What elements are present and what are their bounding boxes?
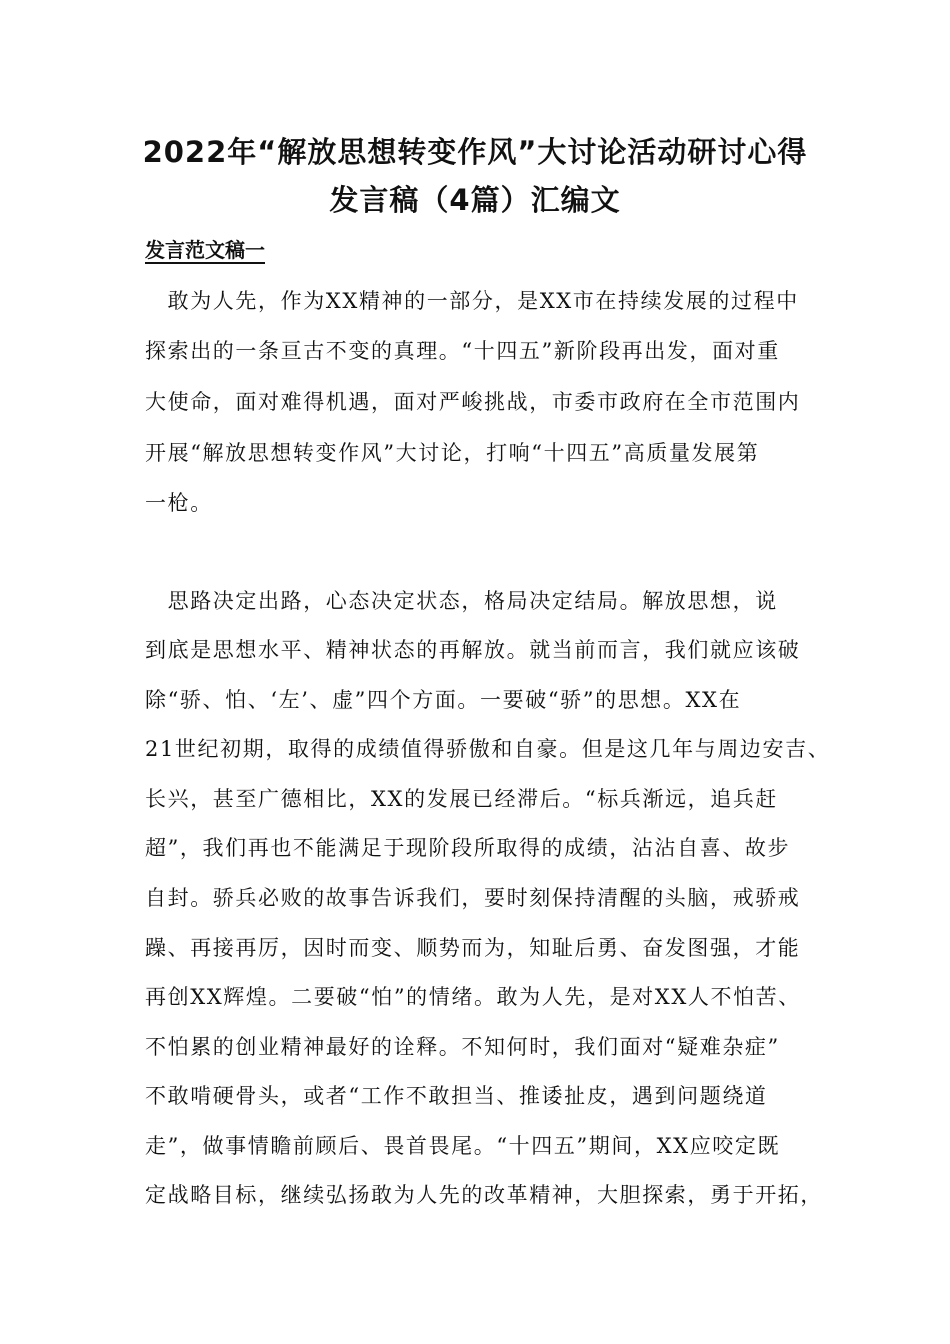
document-title-line-1: 2022年“解放思想转变作风”大讨论活动研讨心得	[142, 135, 808, 169]
paragraph-1-line: 探索出的一条亘古不变的真理。“十四五”新阶段再出发，面对重	[145, 339, 780, 363]
document-title-line-2: 发言稿（4篇）汇编文	[329, 183, 621, 217]
section-heading: 发言范文稿一	[145, 238, 265, 262]
paragraph-1-line: 开展“解放思想转变作风”大讨论，打响“十四五”高质量发展第	[145, 441, 760, 465]
paragraph-1-line: 一枪。	[145, 491, 213, 515]
paragraph-2-line: 不敢啃硬骨头，或者“工作不敢担当、推诿扯皮，遇到问题绕道	[145, 1084, 768, 1108]
paragraph-2-line: 超”，我们再也不能满足于现阶段所取得的成绩，沾沾自喜、故步	[145, 836, 791, 860]
paragraph-2-line: 定战略目标，继续弘扬敢为人先的改革精神，大胆探索，勇于开拓，	[145, 1183, 823, 1207]
paragraph-2-line: 不怕累的创业精神最好的诠释。不知何时，我们面对“疑难杂症”	[145, 1035, 780, 1059]
paragraph-2-line: 走”，做事情瞻前顾后、畏首畏尾。“十四五”期间，XX应咬定既	[145, 1134, 781, 1158]
paragraph-2-line: 自封。骄兵必败的故事告诉我们，要时刻保持清醒的头脑，戒骄戒	[145, 886, 801, 910]
paragraph-1-line: 大使命，面对难得机遇，面对严峻挑战，市委市政府在全市范围内	[145, 390, 801, 414]
paragraph-1-line: 敢为人先，作为XX精神的一部分，是XX市在持续发展的过程中	[145, 289, 799, 313]
paragraph-2-line: 长兴，甚至广德相比，XX的发展已经滞后。“标兵渐远，追兵赶	[145, 787, 779, 811]
paragraph-2-line: 再创XX辉煌。二要破“怕”的情绪。敢为人先，是对XX人不怕苦、	[145, 985, 801, 1009]
paragraph-2-line: 除“骄、怕、‘左’、虚”四个方面。一要破“骄”的思想。XX在	[145, 688, 742, 712]
paragraph-2-line: 躁、再接再厉，因时而变、顺势而为，知耻后勇、奋发图强，才能	[145, 936, 801, 960]
paragraph-2-line: 思路决定出路，心态决定状态，格局决定结局。解放思想，说	[145, 589, 778, 613]
paragraph-2-line: 到底是思想水平、精神状态的再解放。就当前而言，我们就应该破	[145, 638, 801, 662]
paragraph-2-line: 21世纪初期，取得的成绩值得骄傲和自豪。但是这几年与周边安吉、	[145, 737, 831, 761]
